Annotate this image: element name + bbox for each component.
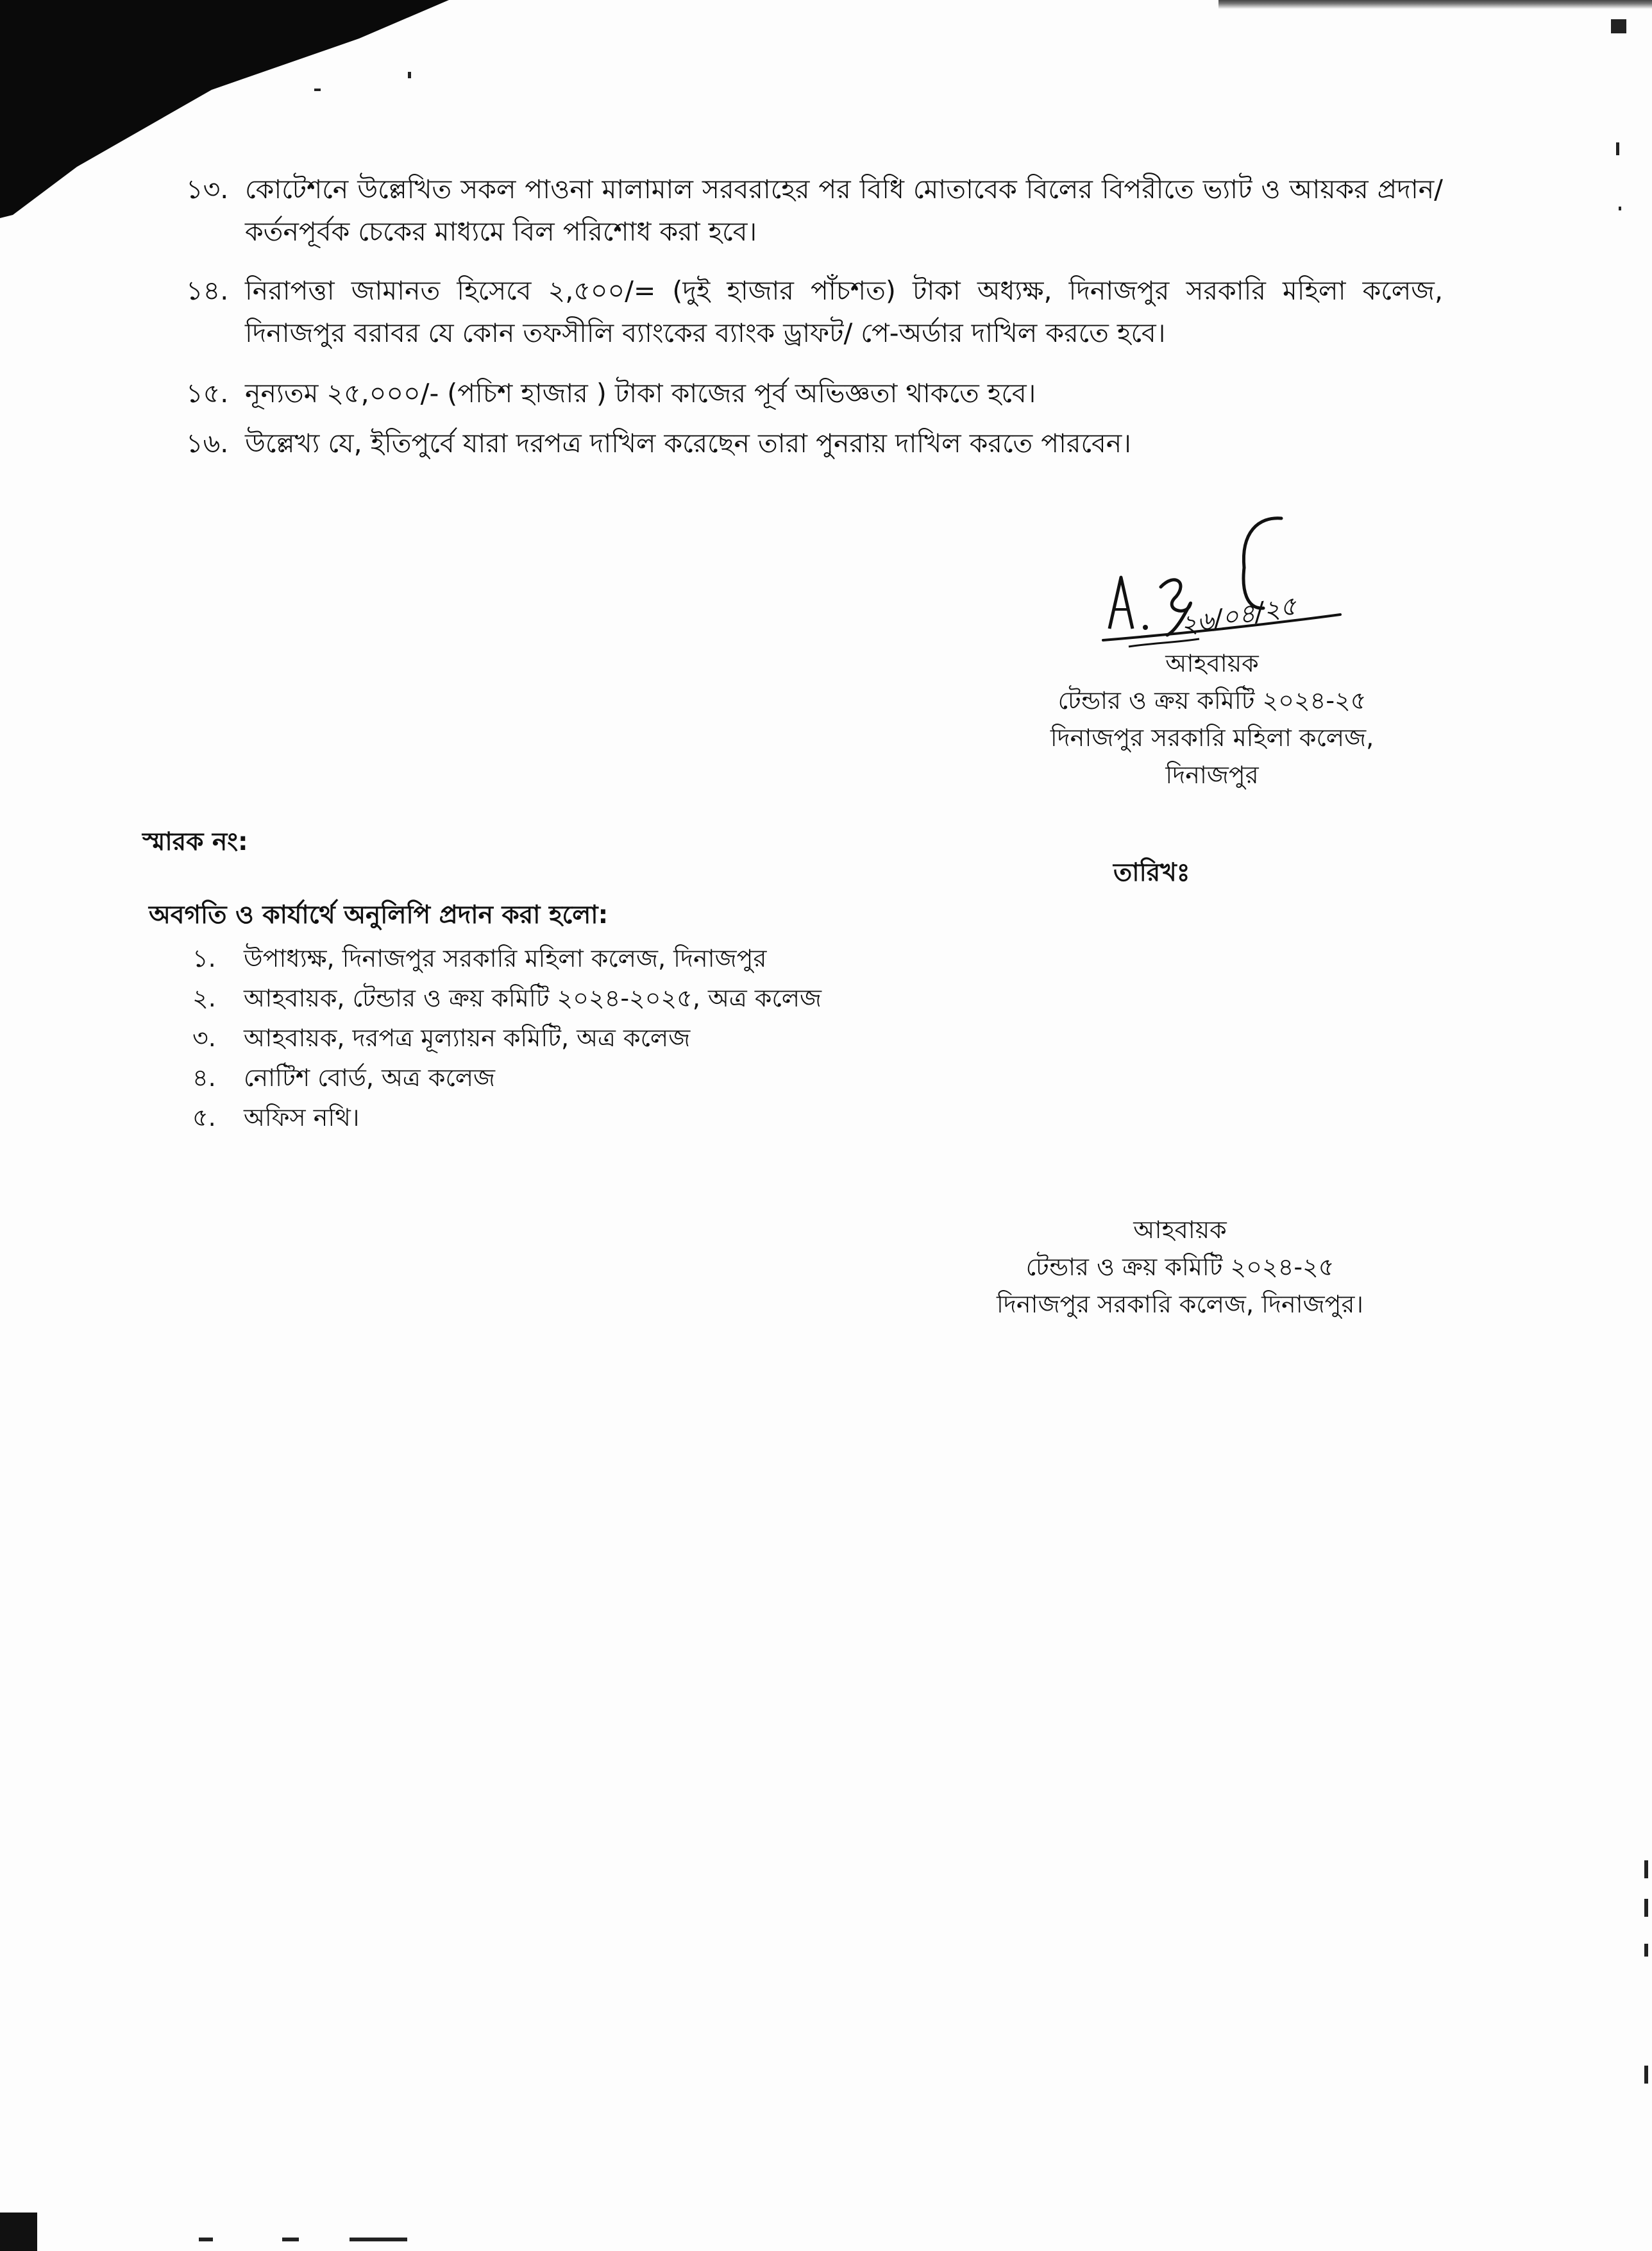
scan-speck — [1644, 1899, 1648, 1917]
copy-recipient: আহবায়ক, টেন্ডার ও ক্রয় কমিটি ২০২৪-২০২৫, অত্র কলেজ — [244, 984, 822, 1012]
signature-date: ২৬/০৪/২৫ — [1178, 591, 1299, 641]
copy-number: ৩. — [192, 1024, 216, 1052]
copy-recipient: নোটিশ বোর্ড, অত্র কলেজ — [244, 1064, 496, 1092]
condition-number: ১৫. — [186, 378, 229, 409]
date-label: তারিখঃ — [1113, 858, 1190, 887]
condition-item — [186, 168, 1443, 253]
condition-text: নূন্যতম ২৫,০০০/- (পচিশ হাজার ) টাকা কাজের পূর্ব অভিজ্ঞতা থাকতে হবে। — [245, 378, 1036, 409]
scan-dash — [282, 2238, 299, 2241]
copy-number: ২. — [192, 984, 216, 1012]
signatory-title: আহবায়ক — [1133, 1216, 1227, 1244]
copy-number: ১. — [192, 944, 216, 973]
scan-speck — [1616, 142, 1619, 155]
copy-heading: অবগতি ও কার্যার্থে অনুলিপি প্রদান করা হলো: — [149, 901, 609, 930]
scan-top-edge — [1218, 0, 1652, 9]
college-name: দিনাজপুর সরকারি মহিলা কলেজ, — [1050, 724, 1374, 752]
scan-speck — [408, 72, 411, 78]
scan-speck — [314, 89, 321, 91]
scan-dash — [350, 2238, 407, 2241]
condition-item — [186, 422, 1443, 464]
condition-item — [186, 269, 1443, 354]
copy-number: ৪. — [192, 1064, 216, 1092]
copy-recipient: উপাধ্যক্ষ, দিনাজপুর সরকারি মহিলা কলেজ, দিনাজপুর — [244, 944, 767, 973]
condition-text: উল্লেখ্য যে, ইতিপুর্বে যারা দরপত্র দাখিল করেছেন তারা পুনরায় দাখিল করতে পারবেন। — [245, 428, 1131, 459]
condition-number: ১৪. — [186, 275, 229, 306]
condition-text: কোটেশনে উল্লেখিত সকল পাওনা মালামাল সরবরাহের পর বিধি মোতাবেক বিলের বিপরীতে ভ্যাট ও আয়কর প্রদান/ কর্তনপূর্বক চেকের মাধ্যমে বিল পরিশোধ করা হবে। — [245, 174, 1443, 247]
copy-list-item — [192, 1019, 690, 1057]
scan-mark — [1611, 19, 1626, 33]
copy-list-item — [192, 1098, 360, 1137]
scan-speck — [1619, 207, 1621, 210]
copy-list-item — [192, 1058, 495, 1097]
signature-block — [988, 645, 1437, 794]
signature-block — [949, 1211, 1411, 1323]
signatory-title: আহবায়ক — [1165, 649, 1259, 677]
copy-list-item — [192, 979, 822, 1017]
college-location: দিনাজপুর — [1165, 761, 1259, 789]
scan-speck — [1644, 2066, 1648, 2084]
scan-mark — [0, 2213, 37, 2251]
copy-recipient: অফিস নথি। — [244, 1103, 360, 1132]
condition-number: ১৩. — [186, 174, 229, 205]
scan-speck — [1644, 1860, 1648, 1878]
condition-number: ১৬. — [186, 428, 229, 459]
copy-number: ৫. — [192, 1103, 216, 1132]
condition-text: নিরাপত্তা জামানত হিসেবে ২,৫০০/= (দুই হাজার পাঁচশত) টাকা অধ্যক্ষ, দিনাজপুর সরকারি মহিলা কলেজ, দিনাজপুর বরাবর যে কোন তফসীলি ব্যাংকের ব্যাংক ড্রাফট/ পে-অর্ডার দাখিল করতে হবে। — [245, 275, 1443, 348]
memo-number-label: স্মারক নং: — [142, 828, 248, 856]
committee-name: টেন্ডার ও ক্রয় কমিটি ২০২৪-২৫ — [1058, 686, 1367, 715]
condition-item — [186, 372, 1443, 414]
committee-name: টেন্ডার ও ক্রয় কমিটি ২০২৪-২৫ — [1025, 1253, 1335, 1281]
scan-dash — [199, 2238, 213, 2241]
copy-recipient: আহবায়ক, দরপত্র মূল্যায়ন কমিটি, অত্র কলেজ — [244, 1024, 691, 1052]
copy-list-item — [192, 939, 766, 978]
scan-speck — [1644, 1944, 1648, 1957]
college-name: দিনাজপুর সরকারি কলেজ, দিনাজপুর। — [997, 1290, 1363, 1318]
